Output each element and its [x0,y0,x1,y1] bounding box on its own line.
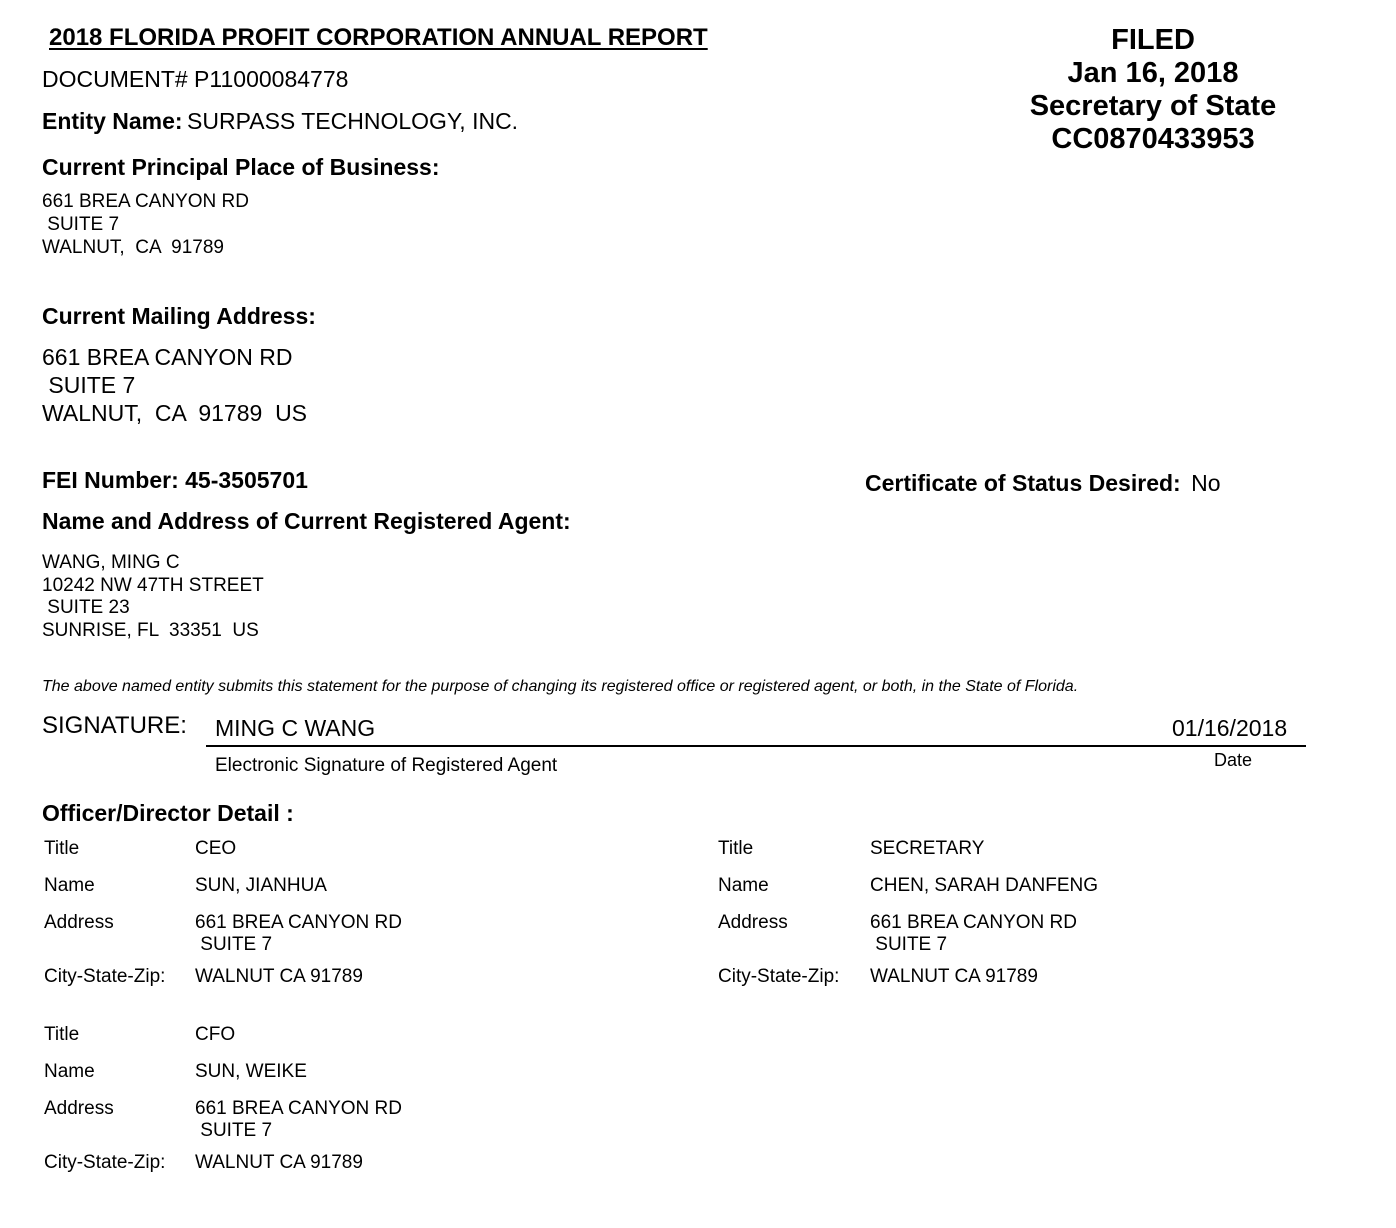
officer-address-line: 661 BREA CANYON RD [870,912,1077,933]
filed-stamp [1003,24,1303,156]
principal-place-label: Current Principal Place of Business: [42,154,440,180]
principal-address-line: SUITE 7 [42,214,120,235]
officer-csz-value: WALNUT CA 91789 [195,1152,363,1173]
mailing-address [42,343,307,427]
mailing-address-line: WALNUT, CA 91789 US [42,400,308,426]
certificate-status-row [865,470,1221,497]
officer-title-label: Title [718,838,754,859]
document-number: DOCUMENT# P11000084778 [42,66,349,92]
officer-title-value: SECRETARY [870,838,985,859]
officer-csz-label: City-State-Zip: [44,1152,166,1173]
mailing-address-line: SUITE 7 [42,372,136,398]
officer-csz-value: WALNUT CA 91789 [195,966,363,987]
officer-title-label: Title [44,838,80,859]
officer-name-value: SUN, WEIKE [195,1061,307,1082]
officer-detail-heading: Officer/Director Detail : [42,800,294,826]
officer-name-label: Name [718,875,769,896]
officer-title-value: CEO [195,838,237,859]
officer-csz-label: City-State-Zip: [718,966,840,987]
officer-title-label: Title [44,1024,80,1045]
officer-address-label: Address [44,912,114,933]
signature-line [206,745,1306,747]
officer-title-value: CFO [195,1024,236,1045]
officer-address-value [195,1098,402,1142]
entity-name-row [42,108,518,135]
signature-label: SIGNATURE: [42,712,187,739]
principal-place-address [42,190,249,259]
signature-name: MING C WANG [215,715,376,741]
officer-address-line: SUITE 7 [195,934,273,955]
officer-address-line: 661 BREA CANYON RD [195,912,402,933]
agent-address-line: SUITE 23 [42,597,130,618]
agent-address-line: SUNRISE, FL 33351 US [42,619,259,641]
officer-address-value [195,912,402,956]
officer-address-label: Address [44,1098,114,1119]
mailing-address-line: 661 BREA CANYON RD [42,344,293,370]
officer-name-label: Name [44,875,95,896]
officer-name-value: SUN, JIANHUA [195,875,327,896]
principal-address-line: 661 BREA CANYON RD [42,191,249,212]
officer-csz-label: City-State-Zip: [44,966,166,987]
statement-text: The above named entity submits this statement for the purpose of changing its registered office or registered agent, or both, in the State of Florida. [42,678,1079,695]
date-caption: Date [1214,750,1253,770]
officer-name-value: CHEN, SARAH DANFENG [870,875,1099,896]
signature-date: 01/16/2018 [1172,715,1288,741]
entity-name-label: Entity Name: [42,108,183,134]
officer-address-value [870,912,1077,956]
filed-label: FILED [1111,24,1195,56]
agent-address-line: WANG, MING C [42,552,180,573]
officer-name-label: Name [44,1061,95,1082]
officer-csz-value: WALNUT CA 91789 [870,966,1038,987]
signature-caption: Electronic Signature of Registered Agent [215,755,558,776]
registered-agent-address [42,552,264,642]
filed-date: Jan 16, 2018 [1067,57,1239,89]
certificate-status-value: No [1191,470,1221,496]
officer-address-line: SUITE 7 [195,1120,273,1141]
officer-address-line: 661 BREA CANYON RD [195,1098,402,1119]
mailing-address-label: Current Mailing Address: [42,303,316,329]
certificate-status-label: Certificate of Status Desired: [865,470,1181,496]
officer-address-label: Address [718,912,788,933]
report-title: 2018 FLORIDA PROFIT CORPORATION ANNUAL REPORT [49,24,708,51]
principal-address-line: WALNUT, CA 91789 [42,237,224,258]
filed-code: CC0870433953 [1051,123,1255,155]
registered-agent-label: Name and Address of Current Registered Agent: [42,508,571,534]
fei-number: FEI Number: 45-3505701 [42,467,308,493]
entity-name-value: SURPASS TECHNOLOGY, INC. [187,108,519,134]
agent-address-line: 10242 NW 47TH STREET [42,574,264,596]
officer-address-line: SUITE 7 [870,934,948,955]
filed-office: Secretary of State [1029,90,1277,122]
